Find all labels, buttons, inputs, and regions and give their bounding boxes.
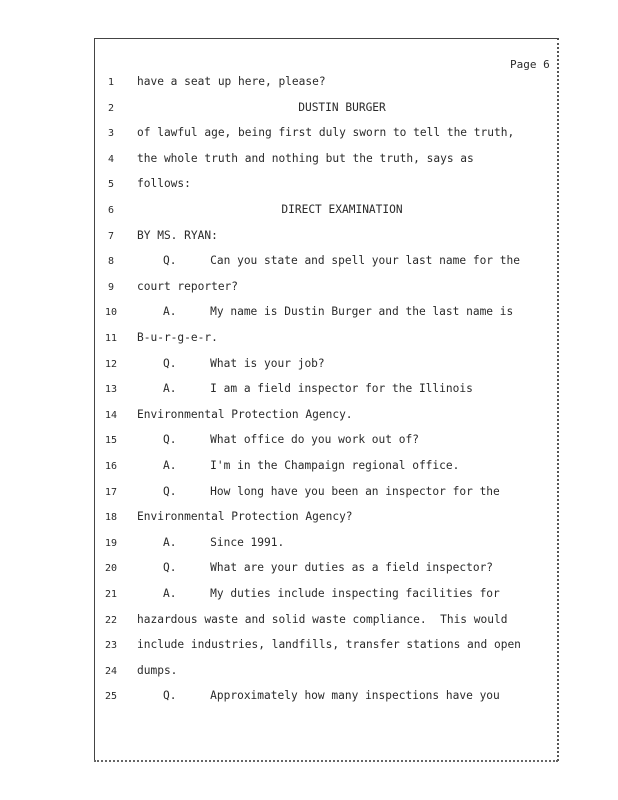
- line-text: dumps.: [137, 663, 178, 677]
- line-text: Q. How long have you been an inspector for the: [163, 484, 500, 498]
- line-number: 15: [104, 435, 118, 447]
- line-number: 19: [104, 537, 118, 549]
- line-number: 21: [104, 589, 118, 600]
- transcript-line: [0, 357, 618, 377]
- transcript-line: [0, 75, 618, 95]
- line-text: DUSTIN BURGER: [298, 100, 386, 114]
- line-text: A. I'm in the Champaign regional office.: [163, 459, 460, 472]
- line-text: B-u-r-g-e-r.: [137, 331, 218, 344]
- transcript-line: [0, 203, 618, 223]
- line-text: BY MS. RYAN:: [137, 228, 218, 242]
- line-text: A. Since 1991.: [163, 535, 285, 549]
- line-number: 11: [104, 333, 118, 344]
- line-number: 25: [104, 691, 118, 703]
- line-text: Q. What office do you work out of?: [163, 433, 419, 447]
- transcript-line: [0, 485, 618, 505]
- line-text: the whole truth and nothing but the truth, says as: [137, 151, 474, 165]
- line-number: 12: [104, 358, 118, 370]
- line-number: 20: [104, 563, 118, 575]
- transcript-line: [0, 152, 618, 172]
- line-number: 7: [107, 230, 115, 242]
- line-text: A. I am a field inspector for the Illinois: [163, 382, 473, 396]
- line-text: DIRECT EXAMINATION: [281, 203, 403, 216]
- line-number: 5: [107, 179, 115, 191]
- line-text: Q. What is your job?: [163, 356, 325, 370]
- transcript-line: [0, 101, 618, 121]
- line-text: follows:: [137, 177, 191, 191]
- transcript-line: [0, 613, 618, 633]
- line-number: 10: [104, 307, 118, 319]
- transcript-line: [0, 587, 618, 607]
- line-number: 17: [104, 486, 118, 498]
- line-text: Q. Approximately how many inspections have you: [163, 689, 500, 703]
- line-number: 14: [104, 409, 118, 421]
- line-number: 2: [107, 102, 115, 114]
- line-number: 8: [107, 256, 115, 268]
- transcript-line: [0, 408, 618, 428]
- transcript-line: [0, 177, 618, 197]
- line-number: 23: [104, 640, 118, 652]
- line-number: 18: [104, 512, 118, 524]
- transcript-line: [0, 305, 618, 325]
- transcript-line: [0, 433, 618, 453]
- transcript-line: [0, 689, 618, 709]
- transcript-line: [0, 280, 618, 300]
- line-text: Q. What are your duties as a field inspector?: [163, 561, 494, 575]
- page-bottom-rule: [94, 760, 558, 762]
- line-number: 24: [104, 665, 118, 677]
- transcript-line: [0, 664, 618, 684]
- line-text: have a seat up here, please?: [137, 75, 326, 88]
- line-number: 16: [104, 461, 118, 472]
- line-text: Environmental Protection Agency.: [137, 407, 353, 421]
- transcript-line: [0, 126, 618, 146]
- line-text: A. My name is Dustin Burger and the last name is: [163, 305, 514, 319]
- line-text: of lawful age, being first duly sworn to tell the truth,: [137, 126, 515, 140]
- line-text: court reporter?: [137, 279, 239, 293]
- line-text: Environmental Protection Agency?: [137, 510, 353, 524]
- transcript-line: [0, 254, 618, 274]
- page-number: Page 6: [510, 58, 550, 71]
- transcript-line: [0, 331, 618, 351]
- transcript-line: [0, 510, 618, 530]
- transcript-line: [0, 382, 618, 402]
- transcript-line: [0, 229, 618, 249]
- transcript-line: [0, 459, 618, 479]
- transcript-line: [0, 561, 618, 581]
- line-text: Q. Can you state and spell your last name for the: [163, 254, 520, 268]
- transcript-line: [0, 638, 618, 658]
- line-number: 3: [107, 128, 115, 140]
- line-number: 9: [107, 281, 115, 293]
- line-number: 4: [107, 153, 115, 165]
- line-text: hazardous waste and solid waste compliance. This would: [137, 612, 508, 626]
- line-number: 6: [107, 205, 115, 216]
- line-text: include industries, landfills, transfer stations and open: [137, 638, 521, 652]
- line-text: A. My duties include inspecting facilities for: [163, 587, 500, 600]
- line-number: 1: [107, 77, 115, 88]
- line-number: 13: [104, 384, 118, 396]
- transcript-line: [0, 536, 618, 556]
- line-number: 22: [104, 614, 118, 626]
